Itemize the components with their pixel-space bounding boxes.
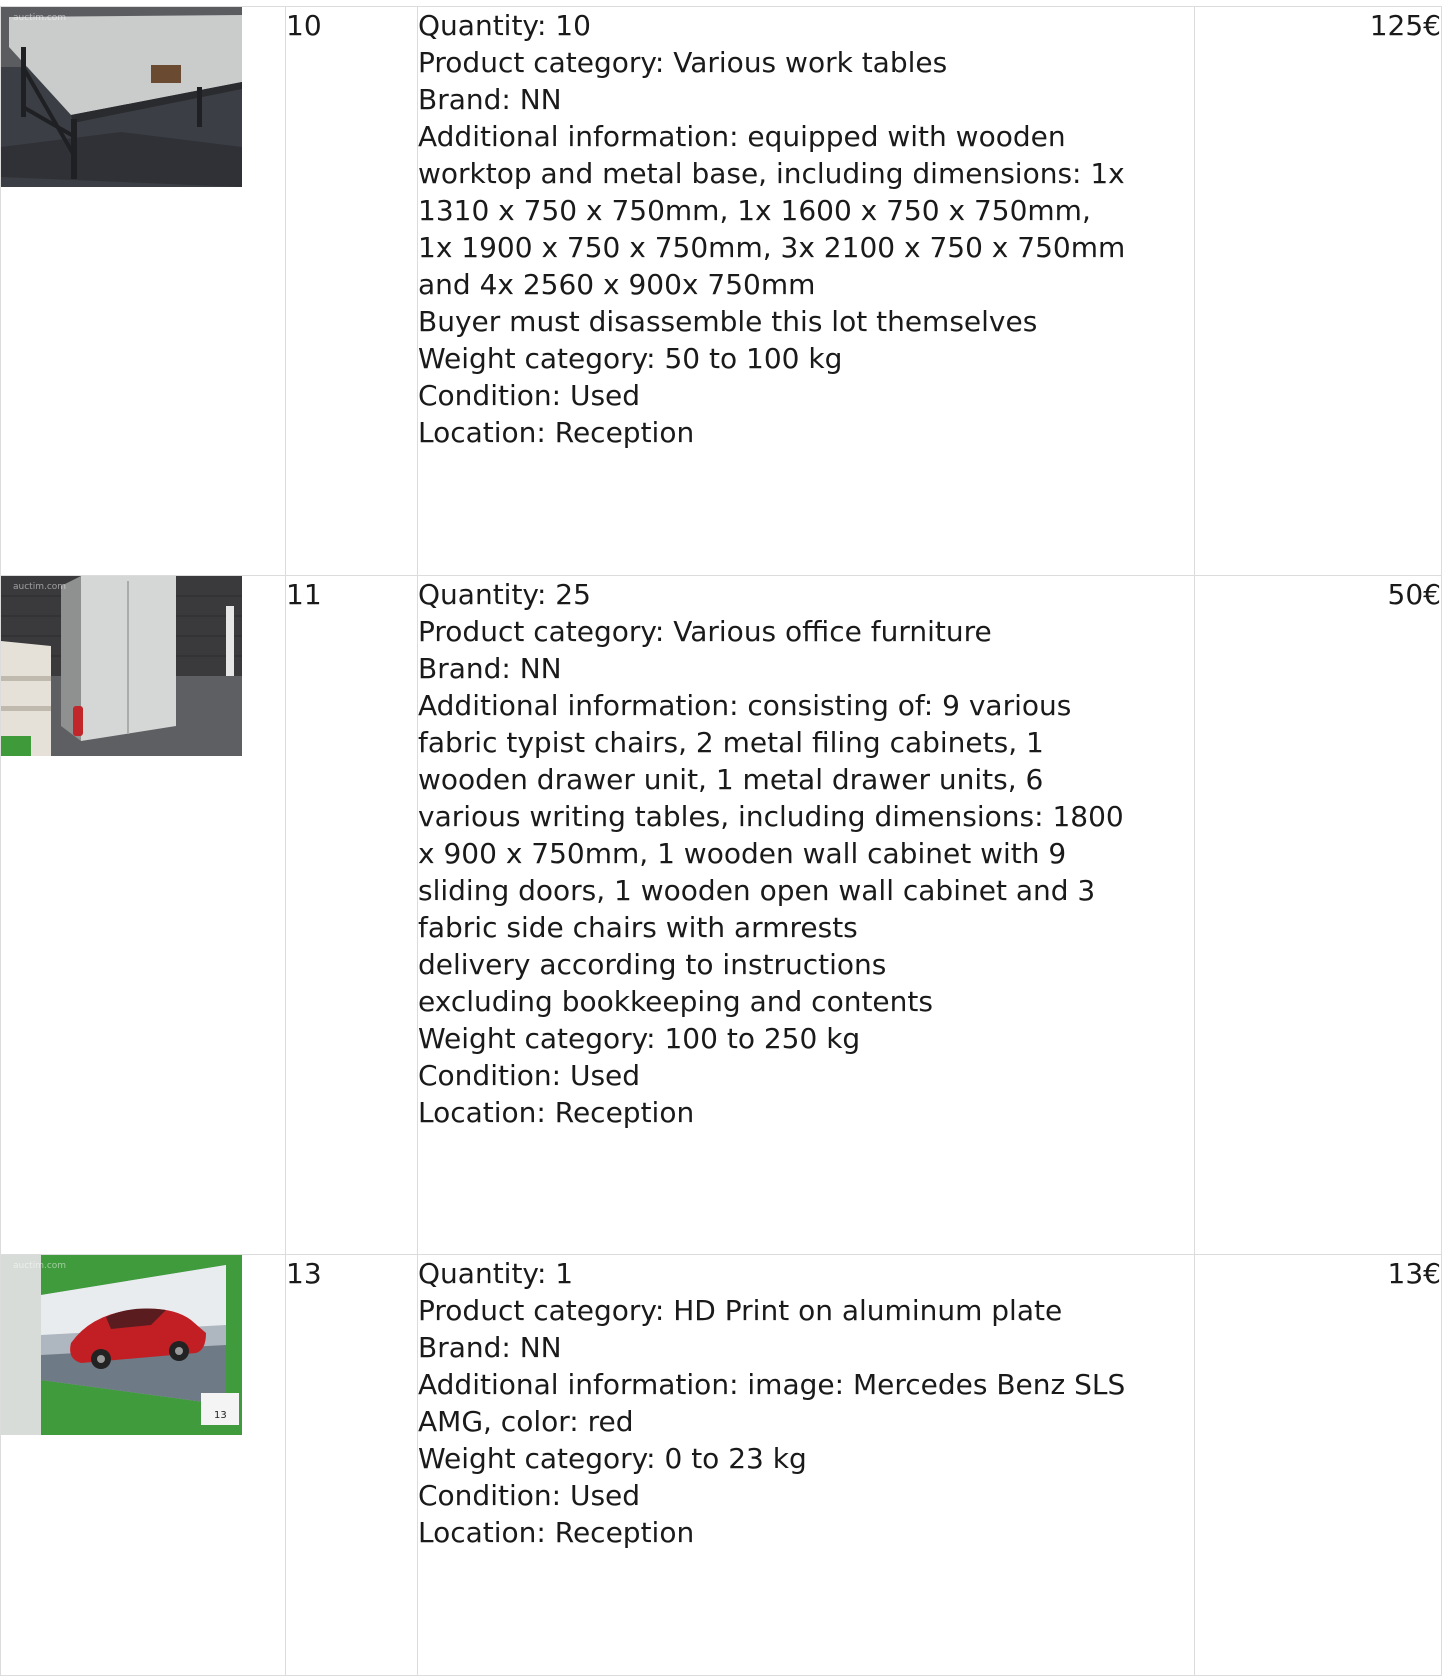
description-line: Brand: NN: [418, 83, 562, 116]
description-line: Quantity: 1: [418, 1257, 574, 1290]
lot-price: 13€: [1195, 1255, 1442, 1676]
description-line: 1310 x 750 x 750mm, 1x 1600 x 750 x 750mm,: [418, 194, 1091, 227]
work-tables-photo[interactable]: [1, 7, 242, 187]
description-line: Product category: Various work tables: [418, 46, 948, 79]
lot-description: [418, 7, 1195, 576]
table-row: [1, 1255, 1442, 1676]
lot-description: [418, 576, 1195, 1255]
description-line: fabric side chairs with armrests: [418, 911, 858, 944]
description-line: and 4x 2560 x 900x 750mm: [418, 268, 816, 301]
description-line: Additional information: image: Mercedes Benz SLS: [418, 1368, 1126, 1401]
svg-text:13: 13: [214, 1410, 227, 1421]
description-line: excluding bookkeeping and contents: [418, 985, 933, 1018]
description-line: worktop and metal base, including dimensions: 1x: [418, 157, 1125, 190]
description-line: Brand: NN: [418, 1331, 562, 1364]
watermark-text: auctim.com: [13, 1261, 67, 1271]
lot-number: 13: [286, 1255, 418, 1676]
description-line: x 900 x 750mm, 1 wooden wall cabinet with 9: [418, 837, 1067, 870]
description-line: Location: Reception: [418, 1516, 695, 1549]
watermark-text: auctim.com: [13, 582, 67, 592]
watermark-text: auctim.com: [13, 13, 67, 23]
table-row: [1, 576, 1442, 1255]
description-line: Location: Reception: [418, 416, 695, 449]
lot-price: 125€: [1195, 7, 1442, 576]
description-line: Product category: HD Print on aluminum plate: [418, 1294, 1063, 1327]
description-line: delivery according to instructions: [418, 948, 887, 981]
description-line: Location: Reception: [418, 1096, 695, 1129]
description-line: Condition: Used: [418, 1059, 641, 1092]
lot-price: 50€: [1195, 576, 1442, 1255]
description-line: Weight category: 100 to 250 kg: [418, 1022, 861, 1055]
car-print-photo[interactable]: [1, 1255, 242, 1435]
lot-image-cell: [1, 576, 286, 1255]
office-furniture-photo[interactable]: [1, 576, 242, 756]
description-line: Condition: Used: [418, 1479, 641, 1512]
lot-number: 11: [286, 576, 418, 1255]
table-row: [1, 7, 1442, 576]
description-line: Condition: Used: [418, 379, 641, 412]
description-line: Weight category: 0 to 23 kg: [418, 1442, 807, 1475]
lot-number: 10: [286, 7, 418, 576]
description-line: Additional information: equipped with wooden: [418, 120, 1066, 153]
lot-image-cell: [1, 7, 286, 576]
lot-description: [418, 1255, 1195, 1676]
description-line: Product category: Various office furniture: [418, 615, 992, 648]
description-line: Weight category: 50 to 100 kg: [418, 342, 843, 375]
description-line: Brand: NN: [418, 652, 562, 685]
description-line: Buyer must disassemble this lot themselves: [418, 305, 1038, 338]
description-line: wooden drawer unit, 1 metal drawer units, 6: [418, 763, 1044, 796]
lots-table: [0, 6, 1442, 1676]
description-line: various writing tables, including dimensions: 1800: [418, 800, 1124, 833]
description-line: 1x 1900 x 750 x 750mm, 3x 2100 x 750 x 750mm: [418, 231, 1126, 264]
description-line: sliding doors, 1 wooden open wall cabinet and 3: [418, 874, 1096, 907]
description-line: fabric typist chairs, 2 metal filing cabinets, 1: [418, 726, 1044, 759]
description-line: Quantity: 25: [418, 578, 591, 611]
lot-image-cell: [1, 1255, 286, 1676]
description-line: Quantity: 10: [418, 9, 591, 42]
description-line: AMG, color: red: [418, 1405, 634, 1438]
description-line: Additional information: consisting of: 9 various: [418, 689, 1072, 722]
